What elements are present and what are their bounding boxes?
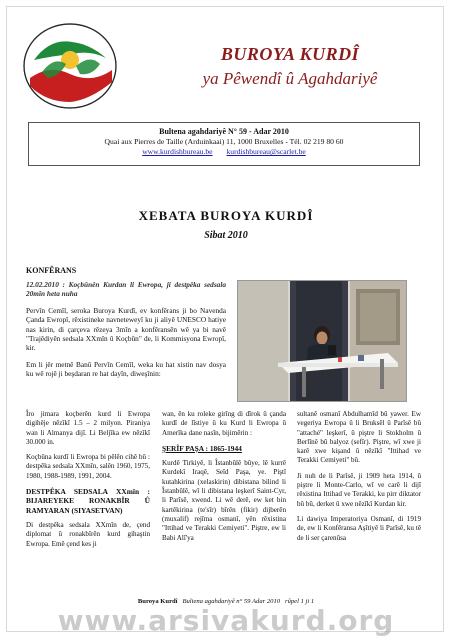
watermark: www.arsivakurd.org — [57, 604, 395, 637]
page-title: BUROYA KURDÎ — [220, 44, 360, 64]
email-link[interactable]: kurdishbureau@scarlet.be — [226, 147, 306, 156]
intro-paragraph-2: Em li jêr metnê Banû Pervîn Cemîl, weka ku hat xistin nav dosya ku wê rojê ji beşdaran re hat dayîn, diweşînin: — [26, 359, 226, 379]
buroya-kurdi-logo — [20, 20, 120, 112]
col3-paragraph-3: Li dawiya Imperatoriya Osmanî, di 1919 de, ew li Konfêransa Aşîtiyê li Parîsê, ku tê de li ser çarenûsa — [297, 514, 421, 542]
col2-heading: ŞERÎF PAŞA : 1865-1944 — [162, 443, 242, 453]
column-3 — [297, 410, 421, 549]
conference-photo — [237, 280, 407, 402]
conference-lead: 12.02.2010 : Koçbûnên Kurdan li Ewropa, ji destpêka sedsala 20mîn heta nuha — [26, 280, 226, 299]
intro-text — [26, 280, 226, 386]
column-1 — [26, 410, 150, 555]
intro-paragraph-1: Pervîn Cemîl, seroka Buroya Kurdî, ev konfêrans ji bo Navenda Çanda Ewropî, rêxistineke navneteweyî ku ji aliyê UNESCO hatiye nas kirin, di çarçeva rêzeya 3mîn a konfêransên wê ya bi navê "Trajêdiyên sedsala XXmîn û Koçbûn" de, li Kommisyona Ewropî, kir. — [26, 305, 226, 353]
section-title: XEBATA BUROYA KURDÎ — [138, 208, 314, 223]
footer-page: rûpel 1 ji 1 — [285, 598, 315, 605]
col3-paragraph-2: Ji nuh de li Parîsê, ji 1909 heta 1914, û piştre li Monte-Carlo, wî ve carê li dijî rêxistina Ittihad ve Terakki, ku pirr diktator bû bû, derket û xwe nêzîkî Kurdan kir. — [297, 471, 421, 508]
page-subtitle: ya Pêwendî û Agahdariyê — [202, 69, 378, 88]
bulletin-info-box — [28, 122, 420, 166]
col2-paragraph-2: Kurdê Tirkiyê, li Îstanbûlê bûye, lê kurrê Kurdekî Iraqê, Seîd Paşa, ye. Piştî kutahkirina (xelaskirin) dibistana bilind li Îstanbûlê, wî li dibistana leşkerî Saint-Cyr, li Parîsê, xwend. Li wê derê, ew ket bin kartêkirina (te'sîr) bîrên (fikir) dijberên (muxalif) rejîma osmanî, yên rêxistina "Ittihad ve Terakki Cemiyeti". Piştre, ew li Babi Alî'ya — [162, 459, 286, 542]
konferans-label: KONFÊRANS — [26, 266, 77, 275]
col3-paragraph-1: sultanê osmanî Abdulhamîd bû yawer. Ew vegeriya Ewropa û li Bruksêl û Parîsê bû "attaché" leşkerî, û piştre li Stokholm û Berlînê bû balyoz (sefîr). Piştre, wî xwe ji karê xwe kişand û nêzîkî "Ittihad ve Terakki Cemiyeti" bû. — [297, 410, 421, 465]
col1-paragraph-1: Îro jimara koçberên kurd li Ewropa digihêje nêzîkî 1.5 – 2 milyon. Piraniya wan li Almanya dijî. Li Beljîka ew nêzîkî 30.000 in. — [26, 410, 150, 446]
footer-issue: Bultena agahdariyê n° 59 Adar 2010 — [182, 598, 281, 605]
col1-paragraph-2: Koçbûna kurdî li Ewropa bi pêlên cihê bû : destpêka sedsala XXmîn, salên 1960, 1975, 1980, 1988-1989, 1991, 2004. — [26, 453, 150, 480]
website-link[interactable]: www.kurdishbureau.be — [142, 147, 213, 156]
section-date: Sibat 2010 — [204, 230, 248, 241]
column-2 — [162, 410, 286, 549]
col1-paragraph-3: Di destpêka sedsala XXmîn de, çend diplomat û ronakbîrên kurd gihaştin Ewropa. Emê çend kes ji — [26, 520, 150, 548]
footer-org: Buroya Kurdî — [137, 598, 178, 605]
col1-heading: DESTPÊKA SEDSALA XXmîn : BIJAREYEKE RONAKBÎR Û RAMYARAN (SIYASETVAN) — [26, 487, 150, 515]
col2-paragraph-1: wan, ên ku roleke girîng di dîrok û çanda kurdî de lîstiye û ku Kurd li Ewropa û Amerîka dane nasîn, bijimêrin : — [162, 410, 286, 437]
bulletin-issue: Bultena agahdariyê N° 59 - Adar 2010 — [159, 127, 289, 136]
bulletin-address: Quai aux Pierres de Taille (Arduinkaai) 11, 1000 Bruxelles - Tél. 02 219 80 60 — [104, 137, 344, 146]
